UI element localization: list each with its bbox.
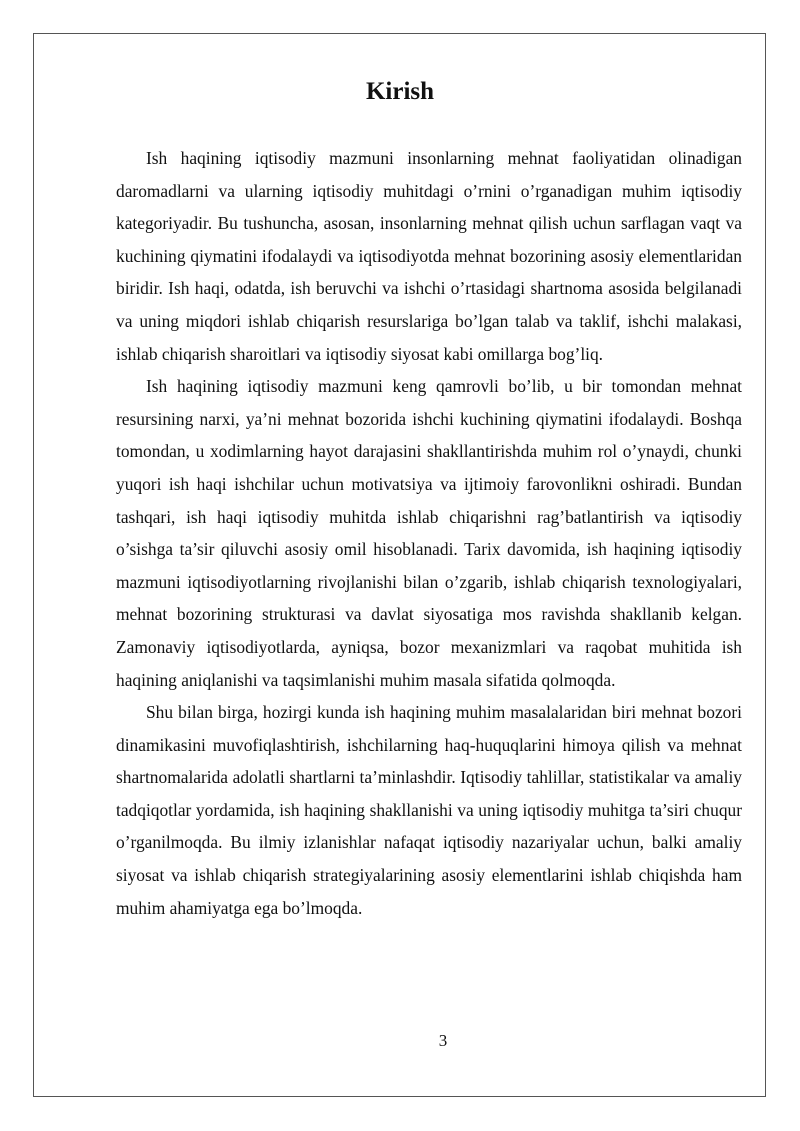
paragraph-1: Ish haqining iqtisodiy mazmuni insonlarning mehnat faoliyatidan olinadigan daromadlarni va ularning iqtisodiy muhitdagi o’rnini o’rganadigan muhim iqtisodiy kategoriyadir. Bu tushuncha, asosan, insonlarning mehnat qilish uchun sarflagan vaqt va kuchining qiymatini ifodalaydi va iqtisodiyotda mehnat bozorining asosiy elementlaridan biridir. Ish haqi, odatda, ish beruvchi va ishchi o’rtasidagi shartnoma asosida belgilanadi va uning miqdori ishlab chiqarish resurslariga bo’lgan talab va taklif, ishchi malakasi, ishlab chiqarish sharoitlari va iqtisodiy siyosat kabi omillarga bog’liq. <box>116 148 742 364</box>
body-text <box>116 142 742 924</box>
page-number: 3 <box>438 1031 448 1050</box>
paragraph-2: Ish haqining iqtisodiy mazmuni keng qamrovli bo’lib, u bir tomondan mehnat resursining narxi, ya’ni mehnat bozorida ishchi kuchining qiymatini ifodalaydi. Boshqa tomondan, u xodimlarning hayot darajasini shakllantirishda muhim rol o’ynaydi, chunki yuqori ish haqi ishchilar uchun motivatsiya va ijtimoiy farovonlikni oshiradi. Bundan tashqari, ish haqi iqtisodiy muhitda ishlab chiqarishni rag’batlantirish va iqtisodiy o’sishga ta’sir qiluvchi asosiy omil hisoblanadi. Tarix davomida, ish haqining iqtisodiy mazmuni iqtisodiyotlarning rivojlanishi bilan o’zgarib, ishlab chiqarish texnologiyalari, mehnat bozorining strukturasi va davlat siyosatiga mos ravishda shakllanib kelgan. Zamonaviy iqtisodiyotlarda, ayniqsa, bozor mexanizmlari va raqobat muhitida ish haqining aniqlanishi va taqsimlanishi muhim masala sifatida qolmoqda. <box>116 376 742 690</box>
paragraph-3: Shu bilan birga, hozirgi kunda ish haqining muhim masalalaridan biri mehnat bozori dinamikasini muvofiqlashtirish, ishchilarning haq-huquqlarini himoya qilish va mehnat shartnomalarida adolatli shartlarni ta’minlashdir. Iqtisodiy tahlillar, statistikalar va amaliy tadqiqotlar yordamida, ish haqining shakllanishi va uning iqtisodiy muhitga ta’siri chuqur o’rganilmoqda. Bu ilmiy izlanishlar nafaqat iqtisodiy nazariyalar uchun, balki amaliy siyosat va ishlab chiqarish strategiyalarining asosiy elementlarini ishlab chiqishda ham muhim ahamiyatga ega bo’lmoqda. <box>116 702 742 918</box>
page-title: Kirish <box>365 78 435 105</box>
